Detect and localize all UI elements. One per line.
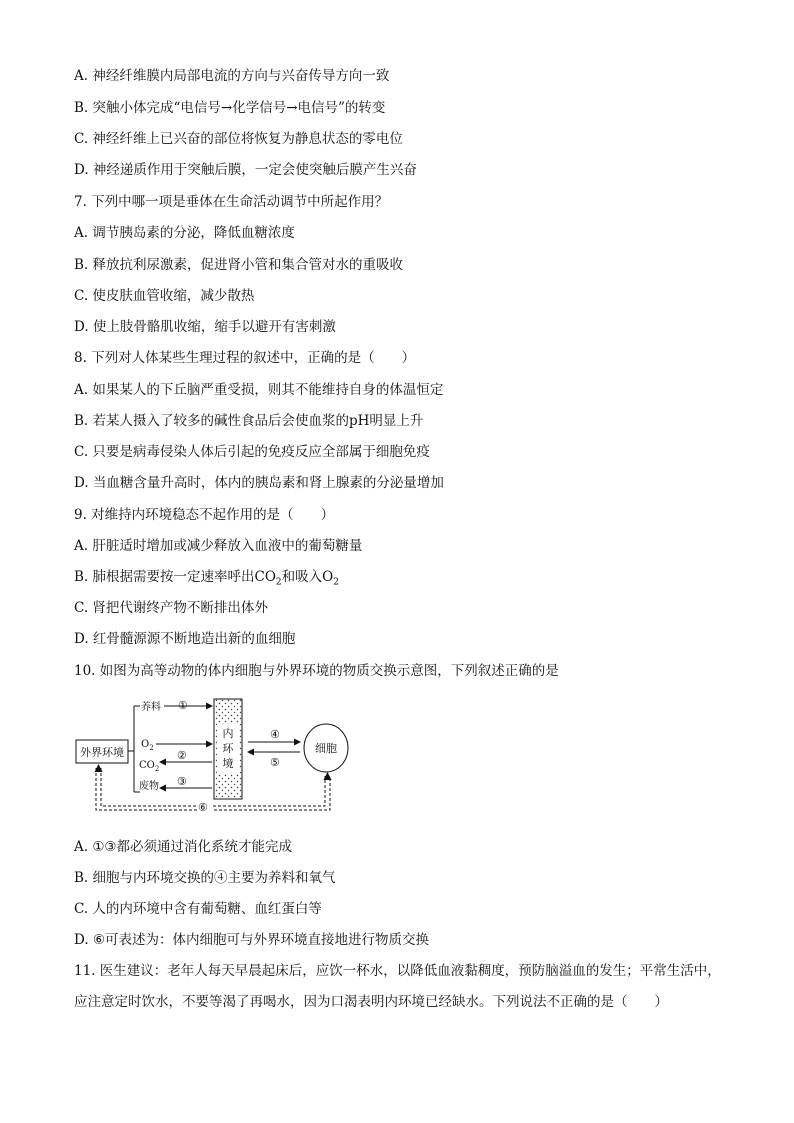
o2-label: O	[322, 569, 334, 585]
option-7c: C. 使皮肤血管收缩，减少散热	[74, 288, 255, 304]
option-9a: A. 肝脏适时增加或减少释放入血液中的葡萄糖量	[74, 538, 363, 554]
question-9: 9. 对维持内环境稳态不起作用的是（ ）	[74, 507, 335, 523]
co2-subscript: 2	[275, 577, 282, 588]
outer-env-label: 外界环境	[80, 746, 124, 759]
option-10c: C. 人的内环境中含有葡萄糖、血红蛋白等	[74, 901, 322, 917]
inner-env-char-1: 内	[222, 727, 234, 740]
co2-diagram-sub: 2	[154, 765, 160, 773]
label-2: ②	[177, 749, 187, 762]
inner-env-char-2: 环	[222, 742, 234, 755]
label-1: ①	[178, 699, 188, 712]
label-4: ④	[270, 728, 280, 741]
option-6d: D. 神经递质作用于突触后膜，一定会使突触后膜产生兴奋	[74, 162, 417, 178]
option-6b: B. 突触小体完成“电信号→化学信号→电信号”的转变	[74, 100, 386, 116]
nutrient-label: 养料	[141, 702, 161, 713]
o2-diagram-label	[141, 739, 154, 752]
loop-6-inner	[101, 768, 325, 806]
cell-label: 细胞	[315, 742, 337, 755]
option-10b: B. 细胞与内环境交换的④主要为养料和氧气	[74, 870, 336, 886]
loop-6-outer	[96, 768, 330, 810]
option-8c: C. 只要是病毒侵染人体后引起的免疫反应全部属于细胞免疫	[74, 444, 430, 460]
co2-diagram-text: CO	[139, 760, 155, 771]
option-8b: B. 若某人摄入了较多的碱性食品后会使血浆的pH明显上升	[74, 413, 424, 429]
exchange-diagram	[74, 696, 364, 818]
question-8: 8. 下列对人体某些生理过程的叙述中，正确的是（ ）	[74, 350, 416, 366]
option-9b-text-1: B. 肺根据需要按一定速率呼出	[74, 569, 255, 585]
co2-diagram-label	[139, 760, 159, 773]
o2-diagram-sub: 2	[149, 744, 154, 752]
question-10: 10. 如图为高等动物的体内细胞与外界环境的物质交换示意图，下列叙述正确的是	[74, 663, 559, 679]
label-5: ⑤	[270, 756, 280, 769]
question-7: 7. 下列中哪一项是垂体在生命活动调节中所起作用？	[74, 194, 389, 210]
option-8d: D. 当血糖含量升高时，体内的胰岛素和肾上腺素的分泌量增加	[74, 475, 444, 491]
waste-label: 废物	[139, 781, 159, 792]
o2-diagram-text: O	[141, 739, 150, 750]
co2-label: CO	[254, 569, 276, 585]
label-6: ⑥	[198, 801, 208, 814]
option-10a: A. ①③都必须通过消化系统才能完成	[74, 839, 293, 855]
option-9b	[74, 568, 339, 592]
option-9c: C. 肾把代谢终产物不断排出体外	[74, 600, 268, 616]
label-3: ③	[177, 775, 187, 788]
option-9b-text-2: 和吸入	[281, 569, 323, 585]
option-6c: C. 神经纤维上已兴奋的部位将恢复为静息状态的零电位	[74, 131, 403, 147]
option-7d: D. 使上肢骨骼肌收缩，缩手以避开有害刺激	[74, 319, 336, 335]
option-7a: A. 调节胰岛素的分泌，降低血糖浓度	[74, 225, 295, 241]
o2-subscript: 2	[333, 577, 339, 588]
option-10d: D. ⑥可表述为：体内细胞可与外界环境直接地进行物质交换	[74, 932, 430, 948]
question-11: 11. 医生建议：老年人每天早晨起床后，应饮一杯水，以降低血液黏稠度，预防脑溢血的发生；平常生活中，应注意定时饮水，不要等渴了再喝水，因为口渴表明内环境已经缺水。下列说法不正确的是（ ）	[74, 963, 721, 1010]
option-6a: A. 神经纤维膜内局部电流的方向与兴奋传导方向一致	[74, 68, 390, 84]
option-9d: D. 红骨髓源源不断地造出新的血细胞	[74, 631, 296, 647]
inner-env-char-3: 境	[222, 757, 234, 770]
option-7b: B. 释放抗利尿激素，促进肾小管和集合管对水的重吸收	[74, 257, 404, 273]
bracket	[128, 706, 140, 792]
option-8a: A. 如果某人的下丘脑严重受损，则其不能维持自身的体温恒定	[74, 382, 444, 398]
